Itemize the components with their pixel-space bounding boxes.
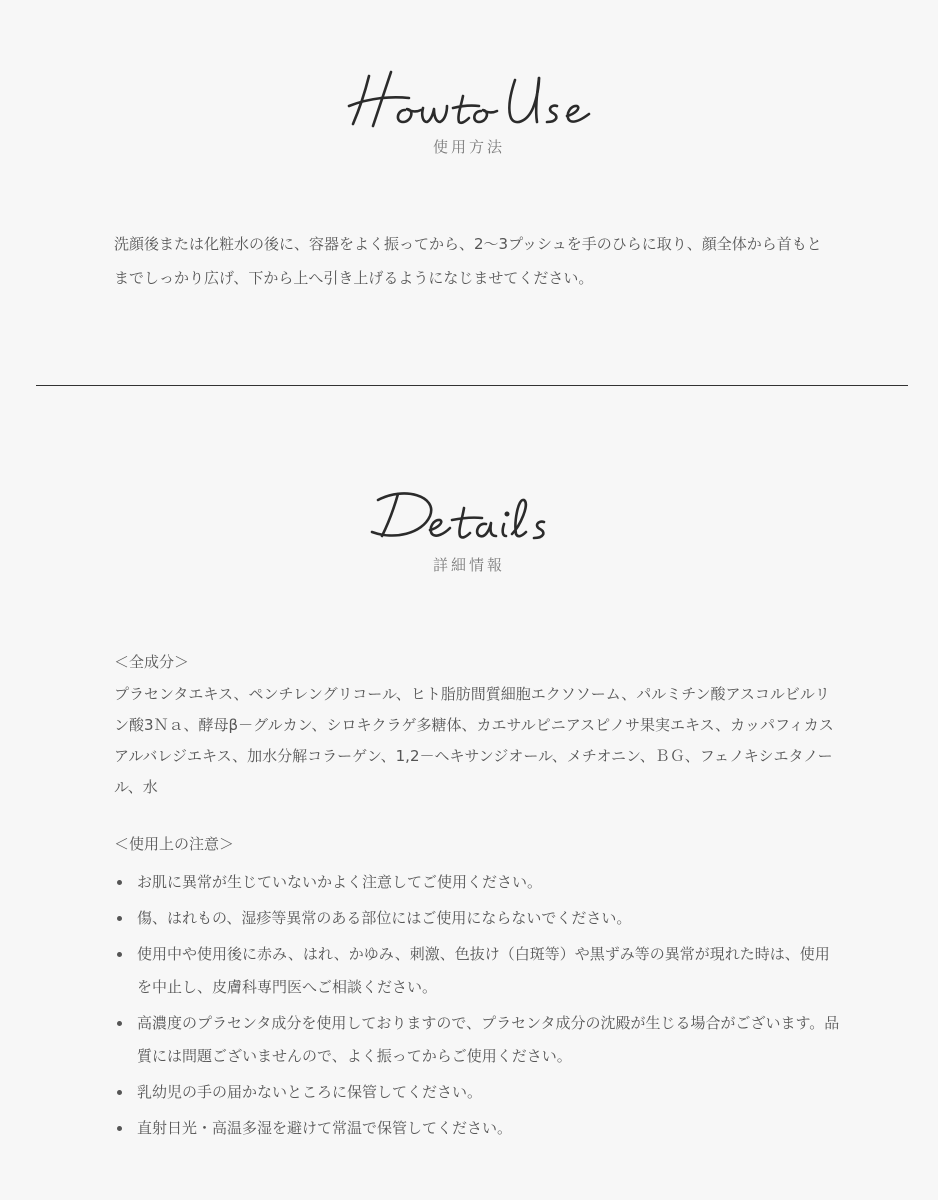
how-to-use-subtitle: 使用方法 bbox=[432, 138, 505, 156]
caution-text: 高濃度のプラセンタ成分を使用しておりますので、プラセンタ成分の沈殿が生じる場合がございます。品質には問題ございませんので、よく振ってからご使用ください。 bbox=[137, 1014, 840, 1065]
caution-item bbox=[114, 1076, 844, 1109]
bullet-icon bbox=[117, 880, 122, 885]
svg-text:Details: Details bbox=[364, 478, 368, 479]
how-to-use-description: 洗顔後または化粧水の後に、容器をよく振ってから、2〜3プッシュを手のひらに取り、顔全体から首もとまでしっかり広げ、下から上へ引き上げるようになじませてください。 bbox=[114, 235, 822, 287]
bullet-icon bbox=[117, 916, 122, 921]
cautions-heading: ＜使用上の注意＞ bbox=[114, 835, 235, 853]
svg-text:How to Use: How to Use bbox=[339, 62, 345, 63]
bullet-icon bbox=[117, 952, 122, 957]
how-to-use-heading bbox=[0, 62, 938, 157]
caution-text: 直射日光・高温多湿を避けて常温で保管してください。 bbox=[137, 1119, 513, 1137]
caution-item bbox=[114, 1007, 844, 1073]
bullet-icon bbox=[117, 1021, 122, 1026]
bullet-icon bbox=[117, 1090, 122, 1095]
caution-item bbox=[114, 1112, 844, 1145]
how-to-use-script-title bbox=[339, 62, 599, 134]
bullet-icon bbox=[117, 1126, 122, 1131]
ingredients-list: プラセンタエキス、ペンチレングリコール、ヒト脂肪間質細胞エクソソーム、パルミチン酸アスコルビルリン酸3Ｎａ、酵母β－グルカン、シロキクラゲ多糖体、カエサルピニアスピノサ果実エキス、カッパフィカスアルバレジエキス、加水分解コラーゲン、1,2－ヘキサンジオール、メチオニン、ＢＧ、フェノキシエタノール、水 bbox=[114, 685, 834, 796]
caution-text: 使用中や使用後に赤み、はれ、かゆみ、刺激、色抜け（白斑等）や黒ずみ等の異常が現れた時は、使用を中止し、皮膚科専門医へご相談ください。 bbox=[137, 945, 830, 996]
section-divider bbox=[36, 385, 908, 386]
caution-text: 傷、はれもの、湿疹等異常のある部位にはご使用にならないでください。 bbox=[137, 909, 632, 927]
ingredients-heading: ＜全成分＞ bbox=[114, 653, 190, 671]
details-heading bbox=[0, 478, 938, 575]
details-script-title bbox=[364, 478, 574, 550]
caution-text: お肌に異常が生じていないかよく注意してご使用ください。 bbox=[137, 873, 543, 891]
cautions-list bbox=[114, 866, 844, 1148]
caution-item bbox=[114, 866, 844, 899]
caution-item bbox=[114, 902, 844, 935]
details-subtitle: 詳細情報 bbox=[432, 556, 505, 574]
caution-text: 乳幼児の手の届かないところに保管してください。 bbox=[137, 1083, 483, 1101]
caution-item bbox=[114, 938, 844, 1004]
